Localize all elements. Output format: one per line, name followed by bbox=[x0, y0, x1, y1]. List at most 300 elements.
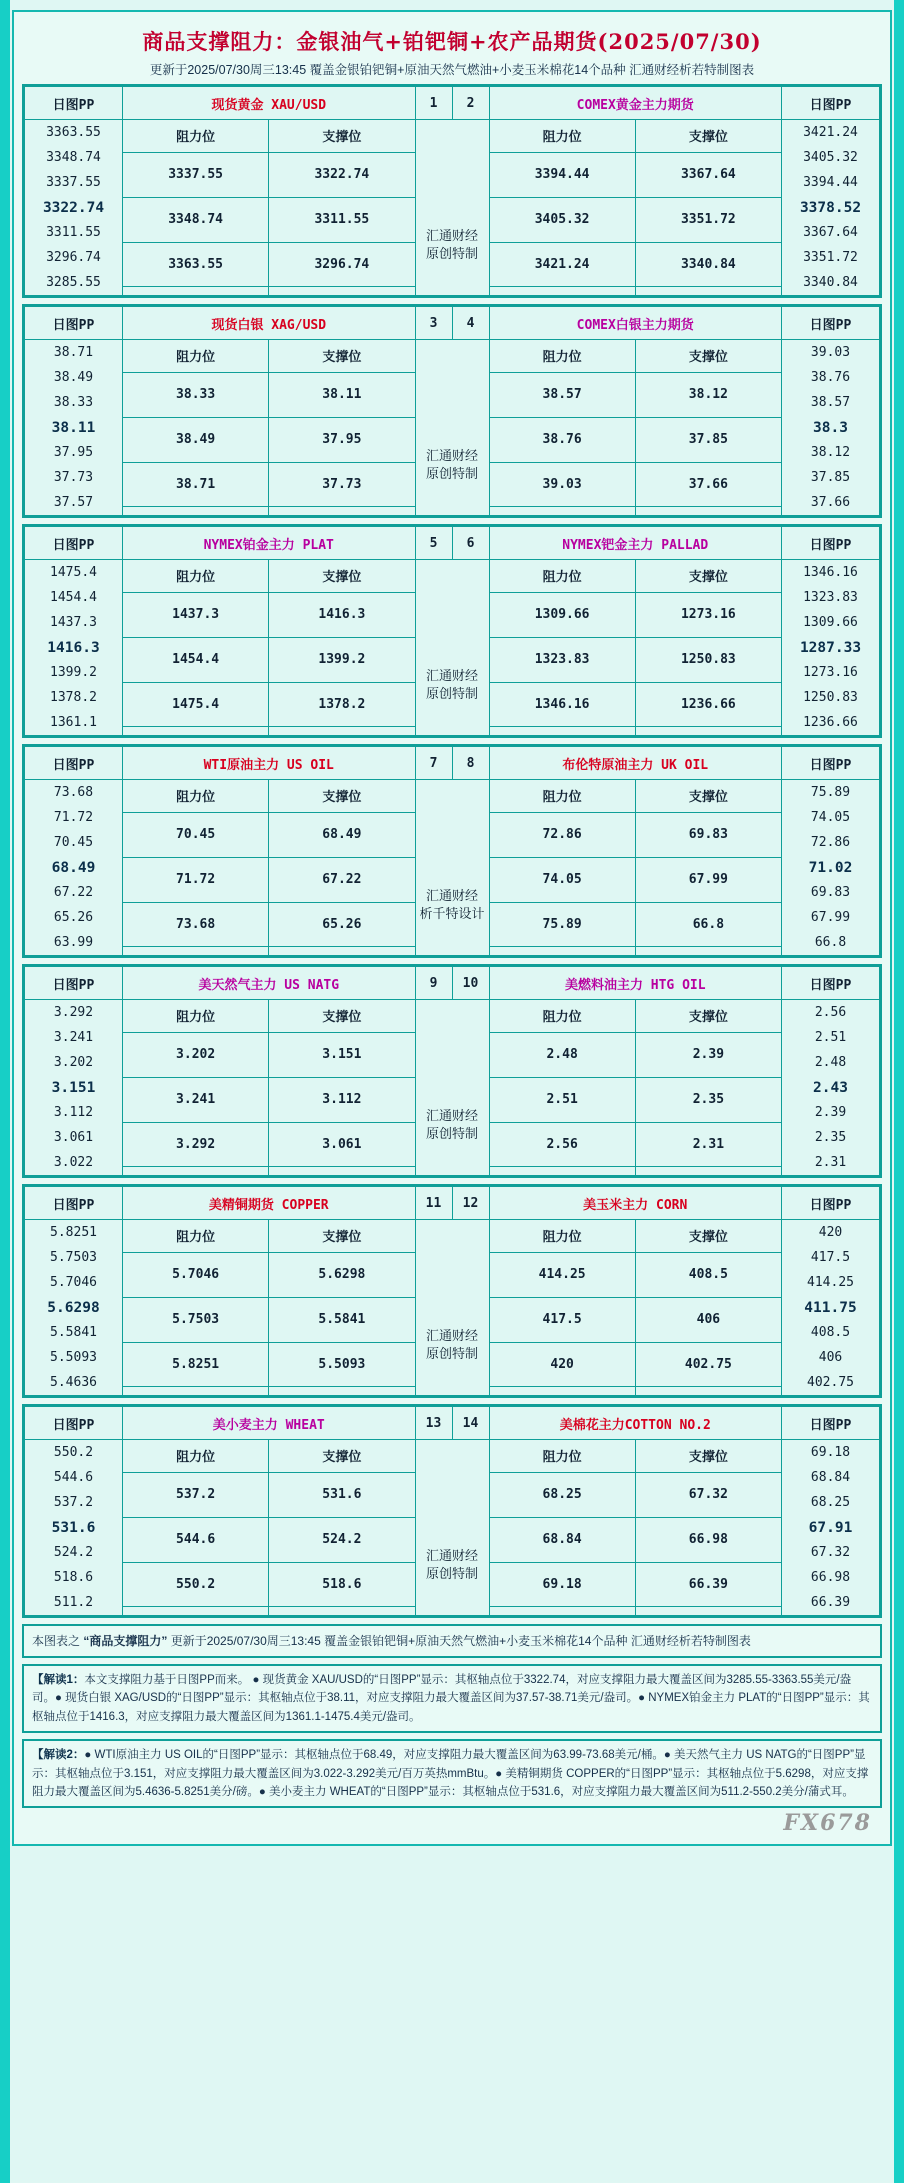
right-instrument-name: 美玉米主力 CORN bbox=[489, 1187, 782, 1220]
right-support-header: 支撑位 bbox=[635, 560, 781, 593]
left-level: 67.22 bbox=[53, 885, 94, 900]
right-level: 402.75 bbox=[807, 1375, 854, 1390]
left-pivot-levels bbox=[25, 560, 123, 736]
right-instrument-name: 布伦特原油主力 UK OIL bbox=[489, 747, 782, 780]
right-level: 72.86 bbox=[810, 835, 851, 850]
instrument-block bbox=[22, 1404, 882, 1618]
left-level: 5.8251 bbox=[50, 1225, 97, 1240]
report-sheet bbox=[12, 10, 892, 1846]
left-support-value: 3296.74 bbox=[269, 242, 415, 287]
right-resistance-value: 1323.83 bbox=[489, 637, 635, 682]
right-level: 66.98 bbox=[810, 1570, 851, 1585]
left-resistance-header: 阻力位 bbox=[123, 780, 269, 813]
left-level: 63.99 bbox=[53, 935, 94, 950]
center-watermark: 汇通财经 原创特制 bbox=[415, 1440, 489, 1616]
right-level: 38.76 bbox=[810, 370, 851, 385]
left-resistance-value: 38.71 bbox=[123, 462, 269, 507]
center-watermark: 汇通财经 析千特设计 bbox=[415, 780, 489, 956]
left-resistance-header: 阻力位 bbox=[123, 1440, 269, 1473]
right-resistance-value: 2.56 bbox=[489, 1122, 635, 1167]
spacer bbox=[123, 287, 269, 296]
page-title: 商品支撑阻力：金银油气+铂钯铜+农产品期货(2025/07/30) bbox=[142, 29, 762, 54]
right-level: 68.25 bbox=[810, 1495, 851, 1510]
right-level: 39.03 bbox=[810, 345, 851, 360]
right-level: 1250.83 bbox=[803, 690, 858, 705]
left-resistance-value: 537.2 bbox=[123, 1472, 269, 1517]
right-level: 69.18 bbox=[810, 1445, 851, 1460]
spacer bbox=[269, 287, 415, 296]
note-1-body: 本文支撑阻力基于日图PP而来。 ● 现货黄金 XAU/USD的“日图PP”显示：其枢轴点位于3322.74，对应支撑阻力最大覆盖区间为3285.55-3363.55美元/盎司。● 现货白银 XAG/USD的“日图PP”显示：其枢轴点位于38.11，对应支撑阻力最大覆盖区间为37.57-38.71美元/盎司。● NYMEX铂金主力 PLAT的“日图PP”显示：其枢轴点位于1416.3，对应支撑阻力最大覆盖区间为1361.1-1475.4美元/盎司。 bbox=[32, 1674, 870, 1723]
left-level: 3296.74 bbox=[46, 250, 101, 265]
right-resistance-value: 38.76 bbox=[489, 417, 635, 462]
right-level: 38.57 bbox=[810, 395, 851, 410]
left-index: 3 bbox=[415, 307, 452, 340]
center-watermark: 汇通财经 原创特制 bbox=[415, 1220, 489, 1396]
right-level: 3405.32 bbox=[803, 150, 858, 165]
right-pivot-levels bbox=[782, 340, 880, 516]
right-support-value: 37.85 bbox=[635, 417, 781, 462]
left-support-value: 65.26 bbox=[269, 902, 415, 947]
right-level: 3394.44 bbox=[803, 175, 858, 190]
right-pivot-levels bbox=[782, 1220, 880, 1396]
right-level: 3421.24 bbox=[803, 125, 858, 140]
right-level: 2.56 bbox=[814, 1005, 847, 1020]
left-pp-header: 日图PP bbox=[25, 967, 123, 1000]
left-support-value: 1378.2 bbox=[269, 682, 415, 727]
spacer bbox=[269, 507, 415, 516]
left-pivot-levels bbox=[25, 1000, 123, 1176]
right-support-value: 67.32 bbox=[635, 1472, 781, 1517]
left-resistance-value: 5.7503 bbox=[123, 1297, 269, 1342]
note-2-body: ● WTI原油主力 US OIL的“日图PP”显示：其枢轴点位于68.49，对应支撑阻力最大覆盖区间为63.99-73.68美元/桶。● 美天然气主力 US NATG的“日图PP”显示：其枢轴点位于3.151，对应支撑阻力最大覆盖区间为3.022-3.292美元/百万英热mmBtu。● 美精铜期货 COPPER的“日图PP”显示：其枢轴点位于5.6298，对应支撑阻力最大覆盖区间为5.4636-5.8251美分/磅。● 美小麦主力 WHEAT的“日图PP”显示：其枢轴点位于531.6，对应支撑阻力最大覆盖区间为511.2-550.2美分/蒲式耳。 bbox=[32, 1749, 869, 1798]
left-pp-header: 日图PP bbox=[25, 307, 123, 340]
spacer bbox=[489, 507, 635, 516]
right-index: 12 bbox=[452, 1187, 489, 1220]
left-index: 5 bbox=[415, 527, 452, 560]
spacer bbox=[269, 727, 415, 736]
right-pivot-levels bbox=[782, 560, 880, 736]
right-level: 38.12 bbox=[810, 445, 851, 460]
left-level: 518.6 bbox=[53, 1570, 94, 1585]
right-level: 37.85 bbox=[810, 470, 851, 485]
left-level: 3311.55 bbox=[46, 225, 101, 240]
instrument-block bbox=[22, 964, 882, 1178]
left-level: 5.6298 bbox=[47, 1299, 100, 1316]
right-support-header: 支撑位 bbox=[635, 780, 781, 813]
right-resistance-value: 69.18 bbox=[489, 1562, 635, 1607]
spacer bbox=[123, 1387, 269, 1396]
left-level: 5.7503 bbox=[50, 1250, 97, 1265]
right-support-value: 3351.72 bbox=[635, 197, 781, 242]
left-support-value: 5.5841 bbox=[269, 1297, 415, 1342]
right-resistance-value: 2.51 bbox=[489, 1077, 635, 1122]
right-level: 3340.84 bbox=[803, 275, 858, 290]
spacer bbox=[489, 1607, 635, 1616]
right-resistance-value: 68.25 bbox=[489, 1472, 635, 1517]
left-level: 37.57 bbox=[53, 495, 94, 510]
spacer bbox=[269, 1387, 415, 1396]
right-level: 2.51 bbox=[814, 1030, 847, 1045]
left-level: 5.4636 bbox=[50, 1375, 97, 1390]
left-support-value: 5.6298 bbox=[269, 1252, 415, 1297]
left-resistance-value: 71.72 bbox=[123, 857, 269, 902]
left-support-header: 支撑位 bbox=[269, 120, 415, 153]
center-watermark: 汇通财经 原创特制 bbox=[415, 1000, 489, 1176]
right-support-header: 支撑位 bbox=[635, 340, 781, 373]
left-level: 3.112 bbox=[53, 1105, 94, 1120]
left-instrument-name: 现货白银 XAG/USD bbox=[123, 307, 416, 340]
left-resistance-value: 1475.4 bbox=[123, 682, 269, 727]
right-level: 71.02 bbox=[808, 859, 853, 876]
left-resistance-value: 38.49 bbox=[123, 417, 269, 462]
right-level: 74.05 bbox=[810, 810, 851, 825]
left-support-header: 支撑位 bbox=[269, 560, 415, 593]
right-support-value: 1250.83 bbox=[635, 637, 781, 682]
left-resistance-value: 5.7046 bbox=[123, 1252, 269, 1297]
instrument-block bbox=[22, 84, 882, 298]
left-level: 1416.3 bbox=[47, 639, 100, 656]
right-level: 37.66 bbox=[810, 495, 851, 510]
right-instrument-name: COMEX黄金主力期货 bbox=[489, 87, 782, 120]
footer-suffix: 更新于2025/07/30周三13:45 覆盖金银铂钯铜+原油天然气燃油+小麦玉米棉花14个品种 汇通财经析若特制图表 bbox=[167, 1634, 751, 1648]
right-support-value: 2.39 bbox=[635, 1032, 781, 1077]
spacer bbox=[635, 507, 781, 516]
left-resistance-header: 阻力位 bbox=[123, 120, 269, 153]
right-pp-header: 日图PP bbox=[782, 967, 880, 1000]
right-pivot-levels bbox=[782, 120, 880, 296]
left-support-header: 支撑位 bbox=[269, 1440, 415, 1473]
left-pivot-levels bbox=[25, 120, 123, 296]
footer-prefix: 本图表之 bbox=[32, 1634, 84, 1648]
spacer bbox=[635, 1167, 781, 1176]
right-support-value: 38.12 bbox=[635, 372, 781, 417]
left-instrument-name: 美小麦主力 WHEAT bbox=[123, 1407, 416, 1440]
spacer bbox=[269, 1607, 415, 1616]
left-level: 1399.2 bbox=[50, 665, 97, 680]
left-level: 524.2 bbox=[53, 1545, 94, 1560]
center-watermark: 汇通财经 原创特制 bbox=[415, 120, 489, 296]
left-resistance-header: 阻力位 bbox=[123, 1000, 269, 1033]
right-level: 67.91 bbox=[808, 1519, 853, 1536]
right-resistance-value: 68.84 bbox=[489, 1517, 635, 1562]
right-instrument-name: NYMEX钯金主力 PALLAD bbox=[489, 527, 782, 560]
spacer bbox=[489, 287, 635, 296]
left-level: 38.33 bbox=[53, 395, 94, 410]
left-level: 38.71 bbox=[53, 345, 94, 360]
right-level: 38.3 bbox=[813, 419, 848, 436]
right-resistance-value: 75.89 bbox=[489, 902, 635, 947]
spacer bbox=[123, 727, 269, 736]
right-index: 6 bbox=[452, 527, 489, 560]
left-instrument-name: WTI原油主力 US OIL bbox=[123, 747, 416, 780]
left-level: 38.11 bbox=[51, 419, 96, 436]
left-support-header: 支撑位 bbox=[269, 1000, 415, 1033]
spacer bbox=[123, 507, 269, 516]
right-resistance-value: 417.5 bbox=[489, 1297, 635, 1342]
left-level: 1437.3 bbox=[50, 615, 97, 630]
left-support-header: 支撑位 bbox=[269, 780, 415, 813]
spacer bbox=[123, 947, 269, 956]
left-level: 1475.4 bbox=[50, 565, 97, 580]
left-support-value: 38.11 bbox=[269, 372, 415, 417]
left-pp-header: 日图PP bbox=[25, 1407, 123, 1440]
right-level: 1236.66 bbox=[803, 715, 858, 730]
right-resistance-value: 2.48 bbox=[489, 1032, 635, 1077]
right-support-value: 67.99 bbox=[635, 857, 781, 902]
left-instrument-name: NYMEX铂金主力 PLAT bbox=[123, 527, 416, 560]
page-subtitle: 更新于2025/07/30周三13:45 覆盖金银铂钯铜+原油天然气燃油+小麦玉米棉花14个品种 汇通财经析若特制图表 bbox=[149, 63, 755, 77]
spacer bbox=[269, 1167, 415, 1176]
left-level: 3.241 bbox=[53, 1030, 94, 1045]
right-resistance-header: 阻力位 bbox=[489, 120, 635, 153]
left-resistance-value: 1437.3 bbox=[123, 592, 269, 637]
left-resistance-value: 544.6 bbox=[123, 1517, 269, 1562]
right-index: 2 bbox=[452, 87, 489, 120]
spacer bbox=[269, 947, 415, 956]
right-level: 1346.16 bbox=[803, 565, 858, 580]
left-support-value: 3.112 bbox=[269, 1077, 415, 1122]
right-index: 10 bbox=[452, 967, 489, 1000]
right-index: 8 bbox=[452, 747, 489, 780]
right-pp-header: 日图PP bbox=[782, 527, 880, 560]
left-resistance-value: 5.8251 bbox=[123, 1342, 269, 1387]
site-watermark: FX678 bbox=[783, 1810, 872, 1837]
left-level: 3285.55 bbox=[46, 275, 101, 290]
right-level: 420 bbox=[818, 1225, 843, 1240]
left-instrument-name: 美天然气主力 US NATG bbox=[123, 967, 416, 1000]
left-level: 68.49 bbox=[51, 859, 96, 876]
left-level: 1454.4 bbox=[50, 590, 97, 605]
left-support-value: 3322.74 bbox=[269, 152, 415, 197]
right-pp-header: 日图PP bbox=[782, 87, 880, 120]
left-support-value: 3.061 bbox=[269, 1122, 415, 1167]
left-index: 11 bbox=[415, 1187, 452, 1220]
left-resistance-header: 阻力位 bbox=[123, 1220, 269, 1253]
right-level: 2.43 bbox=[813, 1079, 848, 1096]
right-level: 69.83 bbox=[810, 885, 851, 900]
right-level: 414.25 bbox=[807, 1275, 854, 1290]
right-level: 2.48 bbox=[814, 1055, 847, 1070]
left-index: 7 bbox=[415, 747, 452, 780]
left-level: 1361.1 bbox=[50, 715, 97, 730]
left-support-value: 37.73 bbox=[269, 462, 415, 507]
left-level: 3.061 bbox=[53, 1130, 94, 1145]
left-instrument-name: 美精铜期货 COPPER bbox=[123, 1187, 416, 1220]
spacer bbox=[635, 287, 781, 296]
spacer bbox=[489, 727, 635, 736]
left-resistance-value: 3.292 bbox=[123, 1122, 269, 1167]
left-level: 550.2 bbox=[53, 1445, 94, 1460]
right-support-header: 支撑位 bbox=[635, 120, 781, 153]
center-watermark: 汇通财经 原创特制 bbox=[415, 560, 489, 736]
left-resistance-header: 阻力位 bbox=[123, 560, 269, 593]
left-level: 544.6 bbox=[53, 1470, 94, 1485]
left-level: 70.45 bbox=[53, 835, 94, 850]
right-level: 2.35 bbox=[814, 1130, 847, 1145]
right-support-value: 1236.66 bbox=[635, 682, 781, 727]
left-resistance-value: 3348.74 bbox=[123, 197, 269, 242]
right-resistance-header: 阻力位 bbox=[489, 1220, 635, 1253]
right-resistance-header: 阻力位 bbox=[489, 1000, 635, 1033]
left-level: 3363.55 bbox=[46, 125, 101, 140]
right-support-header: 支撑位 bbox=[635, 1000, 781, 1033]
right-pivot-levels bbox=[782, 1000, 880, 1176]
right-pp-header: 日图PP bbox=[782, 307, 880, 340]
left-pp-header: 日图PP bbox=[25, 87, 123, 120]
right-support-value: 66.98 bbox=[635, 1517, 781, 1562]
right-support-value: 402.75 bbox=[635, 1342, 781, 1387]
right-level: 1309.66 bbox=[803, 615, 858, 630]
right-level: 2.31 bbox=[814, 1155, 847, 1170]
spacer bbox=[635, 727, 781, 736]
right-level: 3367.64 bbox=[803, 225, 858, 240]
right-resistance-header: 阻力位 bbox=[489, 560, 635, 593]
right-resistance-header: 阻力位 bbox=[489, 1440, 635, 1473]
right-support-value: 69.83 bbox=[635, 812, 781, 857]
left-level: 5.7046 bbox=[50, 1275, 97, 1290]
instrument-block bbox=[22, 524, 882, 738]
left-level: 37.95 bbox=[53, 445, 94, 460]
left-level: 511.2 bbox=[53, 1595, 94, 1610]
right-support-value: 66.8 bbox=[635, 902, 781, 947]
left-index: 9 bbox=[415, 967, 452, 1000]
spacer bbox=[635, 1387, 781, 1396]
right-level: 411.75 bbox=[804, 1299, 857, 1316]
footer-note bbox=[22, 1624, 882, 1658]
left-support-value: 531.6 bbox=[269, 1472, 415, 1517]
left-level: 5.5093 bbox=[50, 1350, 97, 1365]
right-index: 14 bbox=[452, 1407, 489, 1440]
left-level: 3322.74 bbox=[42, 199, 105, 216]
left-resistance-value: 70.45 bbox=[123, 812, 269, 857]
right-level: 1273.16 bbox=[803, 665, 858, 680]
left-resistance-value: 38.33 bbox=[123, 372, 269, 417]
center-watermark: 汇通财经 原创特制 bbox=[415, 340, 489, 516]
left-instrument-name: 现货黄金 XAU/USD bbox=[123, 87, 416, 120]
left-pp-header: 日图PP bbox=[25, 747, 123, 780]
right-instrument-name: 美燃料油主力 HTG OIL bbox=[489, 967, 782, 1000]
left-index: 13 bbox=[415, 1407, 452, 1440]
left-level: 71.72 bbox=[53, 810, 94, 825]
spacer bbox=[635, 947, 781, 956]
left-pivot-levels bbox=[25, 1440, 123, 1616]
right-level: 67.32 bbox=[810, 1545, 851, 1560]
left-level: 65.26 bbox=[53, 910, 94, 925]
left-level: 3.151 bbox=[51, 1079, 96, 1096]
left-support-value: 1416.3 bbox=[269, 592, 415, 637]
right-resistance-value: 72.86 bbox=[489, 812, 635, 857]
left-support-value: 5.5093 bbox=[269, 1342, 415, 1387]
left-support-value: 518.6 bbox=[269, 1562, 415, 1607]
right-pp-header: 日图PP bbox=[782, 1407, 880, 1440]
left-support-value: 524.2 bbox=[269, 1517, 415, 1562]
right-support-value: 408.5 bbox=[635, 1252, 781, 1297]
left-pivot-levels bbox=[25, 1220, 123, 1396]
right-level: 2.39 bbox=[814, 1105, 847, 1120]
spacer bbox=[489, 947, 635, 956]
right-pivot-levels bbox=[782, 1440, 880, 1616]
right-resistance-value: 3394.44 bbox=[489, 152, 635, 197]
right-resistance-value: 39.03 bbox=[489, 462, 635, 507]
spacer bbox=[635, 1607, 781, 1616]
left-resistance-value: 3363.55 bbox=[123, 242, 269, 287]
left-resistance-value: 1454.4 bbox=[123, 637, 269, 682]
left-support-value: 1399.2 bbox=[269, 637, 415, 682]
left-level: 537.2 bbox=[53, 1495, 94, 1510]
right-resistance-value: 38.57 bbox=[489, 372, 635, 417]
right-resistance-value: 74.05 bbox=[489, 857, 635, 902]
left-pivot-levels bbox=[25, 340, 123, 516]
left-pp-header: 日图PP bbox=[25, 527, 123, 560]
right-level: 67.99 bbox=[810, 910, 851, 925]
right-support-value: 3367.64 bbox=[635, 152, 781, 197]
left-support-value: 67.22 bbox=[269, 857, 415, 902]
right-resistance-value: 1309.66 bbox=[489, 592, 635, 637]
left-level: 73.68 bbox=[53, 785, 94, 800]
right-index: 4 bbox=[452, 307, 489, 340]
right-resistance-value: 414.25 bbox=[489, 1252, 635, 1297]
left-level: 5.5841 bbox=[50, 1325, 97, 1340]
right-instrument-name: 美棉花主力COTTON NO.2 bbox=[489, 1407, 782, 1440]
right-resistance-value: 1346.16 bbox=[489, 682, 635, 727]
left-pp-header: 日图PP bbox=[25, 1187, 123, 1220]
right-pp-header: 日图PP bbox=[782, 747, 880, 780]
left-level: 3.202 bbox=[53, 1055, 94, 1070]
left-support-header: 支撑位 bbox=[269, 340, 415, 373]
right-level: 68.84 bbox=[810, 1470, 851, 1485]
left-support-value: 37.95 bbox=[269, 417, 415, 462]
spacer bbox=[489, 1387, 635, 1396]
right-level: 75.89 bbox=[810, 785, 851, 800]
instrument-block bbox=[22, 1184, 882, 1398]
spacer bbox=[123, 1167, 269, 1176]
left-level: 1378.2 bbox=[50, 690, 97, 705]
instrument-block bbox=[22, 744, 882, 958]
left-pivot-levels bbox=[25, 780, 123, 956]
left-level: 3348.74 bbox=[46, 150, 101, 165]
right-resistance-header: 阻力位 bbox=[489, 780, 635, 813]
right-resistance-value: 3421.24 bbox=[489, 242, 635, 287]
footer-bold: “商品支撑阻力” bbox=[83, 1634, 168, 1648]
left-resistance-value: 3.241 bbox=[123, 1077, 269, 1122]
right-support-header: 支撑位 bbox=[635, 1440, 781, 1473]
note-2 bbox=[22, 1739, 882, 1808]
left-resistance-value: 3.202 bbox=[123, 1032, 269, 1077]
note-2-title: 【解读2： bbox=[32, 1749, 85, 1762]
right-instrument-name: COMEX白银主力期货 bbox=[489, 307, 782, 340]
right-level: 417.5 bbox=[810, 1250, 851, 1265]
right-level: 408.5 bbox=[810, 1325, 851, 1340]
right-level: 3351.72 bbox=[803, 250, 858, 265]
right-level: 66.39 bbox=[810, 1595, 851, 1610]
right-level: 66.8 bbox=[814, 935, 847, 950]
left-support-value: 3.151 bbox=[269, 1032, 415, 1077]
right-level: 406 bbox=[818, 1350, 843, 1365]
left-index: 1 bbox=[415, 87, 452, 120]
right-support-value: 66.39 bbox=[635, 1562, 781, 1607]
note-1 bbox=[22, 1664, 882, 1733]
left-level: 3.022 bbox=[53, 1155, 94, 1170]
left-level: 3.292 bbox=[53, 1005, 94, 1020]
right-resistance-value: 420 bbox=[489, 1342, 635, 1387]
right-resistance-header: 阻力位 bbox=[489, 340, 635, 373]
left-resistance-value: 3337.55 bbox=[123, 152, 269, 197]
right-level: 3378.52 bbox=[799, 199, 862, 216]
left-support-value: 3311.55 bbox=[269, 197, 415, 242]
instrument-block bbox=[22, 304, 882, 518]
left-resistance-header: 阻力位 bbox=[123, 340, 269, 373]
left-level: 531.6 bbox=[51, 1519, 96, 1536]
